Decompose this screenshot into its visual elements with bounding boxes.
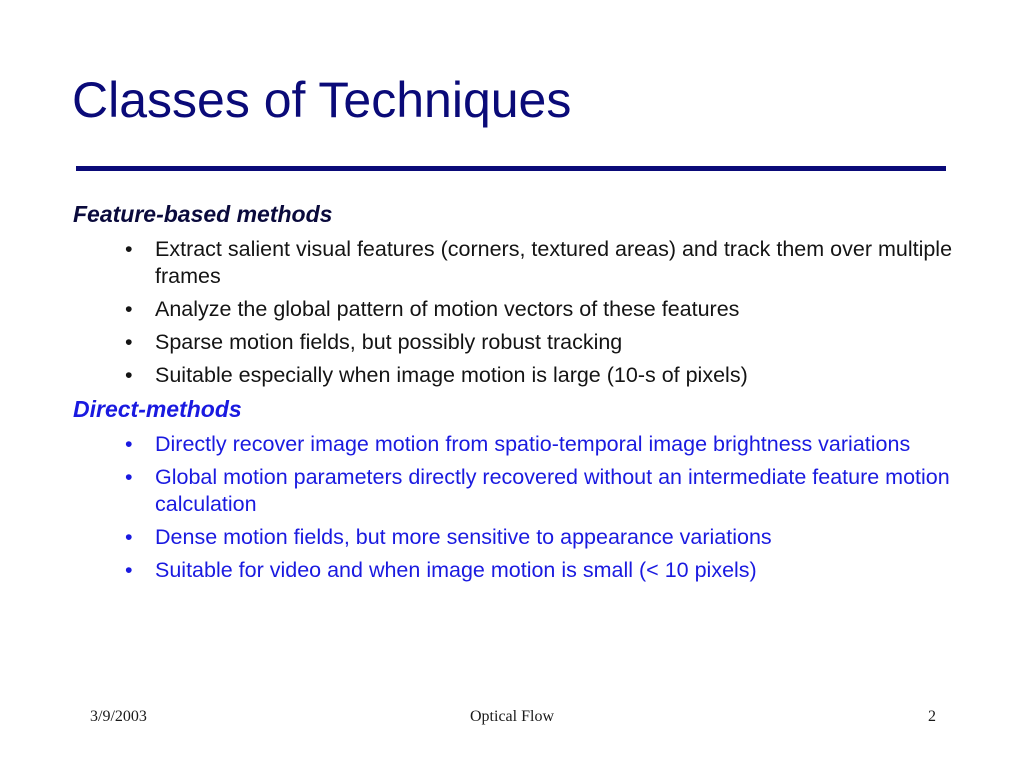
bullet-text: Analyze the global pattern of motion vectors of these features [155, 297, 740, 321]
section-heading-direct-methods: Direct-methods [73, 396, 242, 422]
bullet-list-direct-methods [73, 431, 953, 584]
footer-page-number: 2 [928, 708, 936, 725]
bullet-icon: • [125, 297, 133, 321]
slide-title: Classes of Techniques [72, 72, 572, 128]
title-underline [76, 166, 946, 171]
footer-date: 3/9/2003 [90, 708, 147, 725]
bullet-icon: • [125, 330, 133, 354]
bullet-text: Directly recover image motion from spatio-temporal image brightness variations [155, 432, 911, 456]
footer-title: Optical Flow [470, 708, 554, 725]
list-item [73, 329, 953, 356]
list-item [73, 431, 953, 458]
section-feature-based [73, 198, 953, 389]
list-item [73, 296, 953, 323]
bullet-text: Suitable for video and when image motion is small (< 10 pixels) [155, 558, 757, 582]
section-direct-methods [73, 393, 953, 584]
bullet-text: Sparse motion fields, but possibly robust tracking [155, 330, 623, 354]
bullet-text: Dense motion fields, but more sensitive to appearance variations [155, 525, 772, 549]
list-item [73, 464, 953, 518]
list-item [73, 524, 953, 551]
bullet-list-feature-based [73, 236, 953, 389]
bullet-icon: • [125, 363, 133, 387]
bullet-icon: • [125, 432, 133, 456]
bullet-text: Extract salient visual features (corners, textured areas) and track them over multiple frames [155, 237, 953, 288]
slide-content [73, 198, 953, 584]
bullet-text: Suitable especially when image motion is large (10-s of pixels) [155, 363, 748, 387]
list-item [73, 557, 953, 584]
bullet-icon: • [125, 237, 133, 261]
bullet-icon: • [125, 525, 133, 549]
bullet-icon: • [125, 558, 133, 582]
list-item [73, 362, 953, 389]
list-item [73, 236, 953, 290]
bullet-text: Global motion parameters directly recovered without an intermediate feature motion calculation [155, 465, 950, 516]
bullet-icon: • [125, 465, 133, 489]
section-heading-feature-based: Feature-based methods [73, 201, 333, 227]
